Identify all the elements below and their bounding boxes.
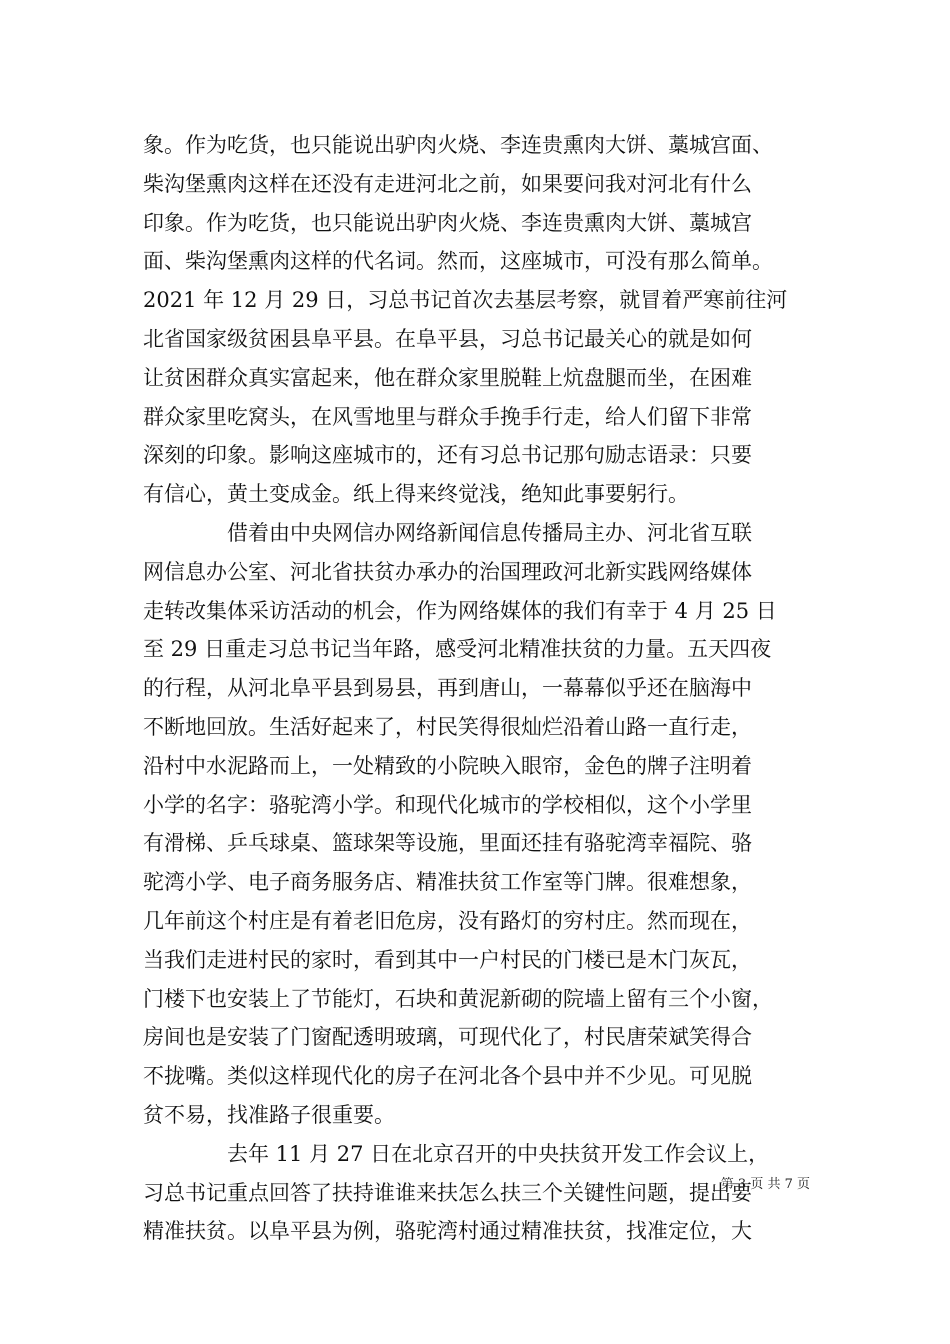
- text-line: 精准扶贫。以阜平县为例，骆驼湾村通过精准扶贫，找准定位，大: [143, 1219, 752, 1244]
- text-line: 北省国家级贫困县阜平县。在阜平县，习总书记最关心的就是如何: [143, 326, 752, 351]
- text-line: 网信息办公室、河北省扶贫办承办的治国理政河北新实践网络媒体: [143, 559, 752, 584]
- text-line: 几年前这个村庄是有着老旧危房，没有路灯的穷村庄。然而现在，: [143, 908, 752, 933]
- page-number: 第 3 页 共 7 页: [720, 1177, 810, 1192]
- text-line: 去年 11 月 27 日在北京召开的中央扶贫开发工作会议上，: [143, 1141, 770, 1166]
- text-line: 驼湾小学、电子商务服务店、精准扶贫工作室等门牌。很难想象，: [143, 870, 752, 895]
- text-line: 有信心，黄土变成金。纸上得来终觉浅，绝知此事要躬行。: [143, 482, 689, 507]
- text-line: 当我们走进村民的家时，看到其中一户村民的门楼已是木门灰瓦，: [143, 947, 752, 972]
- text-line: 走转改集体采访活动的机会，作为网络媒体的我们有幸于 4 月 25 日: [143, 598, 777, 623]
- text-line: 象。作为吃货，也只能说出驴肉火烧、李连贵熏肉大饼、藁城宫面、: [143, 133, 773, 157]
- text-line: 不拢嘴。类似这样现代化的房子在河北各个县中并不少见。可见脱: [143, 1064, 752, 1089]
- text-line: 不断地回放。生活好起来了，村民笑得很灿烂沿着山路一直行走，: [143, 714, 752, 739]
- text-line: 印象。作为吃货，也只能说出驴肉火烧、李连贵熏肉大饼、藁城宫: [143, 210, 752, 235]
- text-line: 沿村中水泥路而上，一处精致的小院映入眼帘，金色的牌子注明着: [143, 753, 752, 778]
- text-line: 让贫困群众真实富起来，他在群众家里脱鞋上炕盘腿而坐，在困难: [143, 365, 752, 390]
- text-line: 群众家里吃窝头，在风雪地里与群众手挽手行走，给人们留下非常: [143, 404, 752, 429]
- text-line: 房间也是安装了门窗配透明玻璃，可现代化了，村民唐荣斌笑得合: [143, 1025, 752, 1050]
- text-line: 2021 年 12 月 29 日，习总书记首次去基层考察，就冒着严寒前往河: [143, 288, 788, 313]
- body-text: [143, 126, 811, 1251]
- text-line: 贫不易，找准路子很重要。: [143, 1102, 395, 1127]
- text-line: 习总书记重点回答了扶持谁谁来扶怎么扶三个关键性问题，提出要: [143, 1180, 752, 1205]
- text-line: 柴沟堡熏肉这样在还没有走进河北之前，如果要问我对河北有什么: [143, 171, 752, 196]
- text-line: 门楼下也安装上了节能灯，石块和黄泥新砌的院墙上留有三个小窗，: [143, 986, 773, 1011]
- text-line: 的行程，从河北阜平县到易县，再到唐山，一幕幕似乎还在脑海中: [143, 676, 752, 701]
- text-line: 面、柴沟堡熏肉这样的代名词。然而，这座城市，可没有那么简单。: [143, 249, 773, 274]
- text-line: 至 29 日重走习总书记当年路，感受河北精准扶贫的力量。五天四夜: [143, 637, 772, 662]
- text-line: 有滑梯、乒乓球桌、篮球架等设施，里面还挂有骆驼湾幸福院、骆: [143, 831, 752, 856]
- text-line: 借着由中央网信办网络新闻信息传播局主办、河北省互联: [143, 520, 752, 545]
- text-line: 深刻的印象。影响这座城市的，还有习总书记那句励志语录：只要: [143, 443, 752, 468]
- text-line: 小学的名字：骆驼湾小学。和现代化城市的学校相似，这个小学里: [143, 792, 752, 817]
